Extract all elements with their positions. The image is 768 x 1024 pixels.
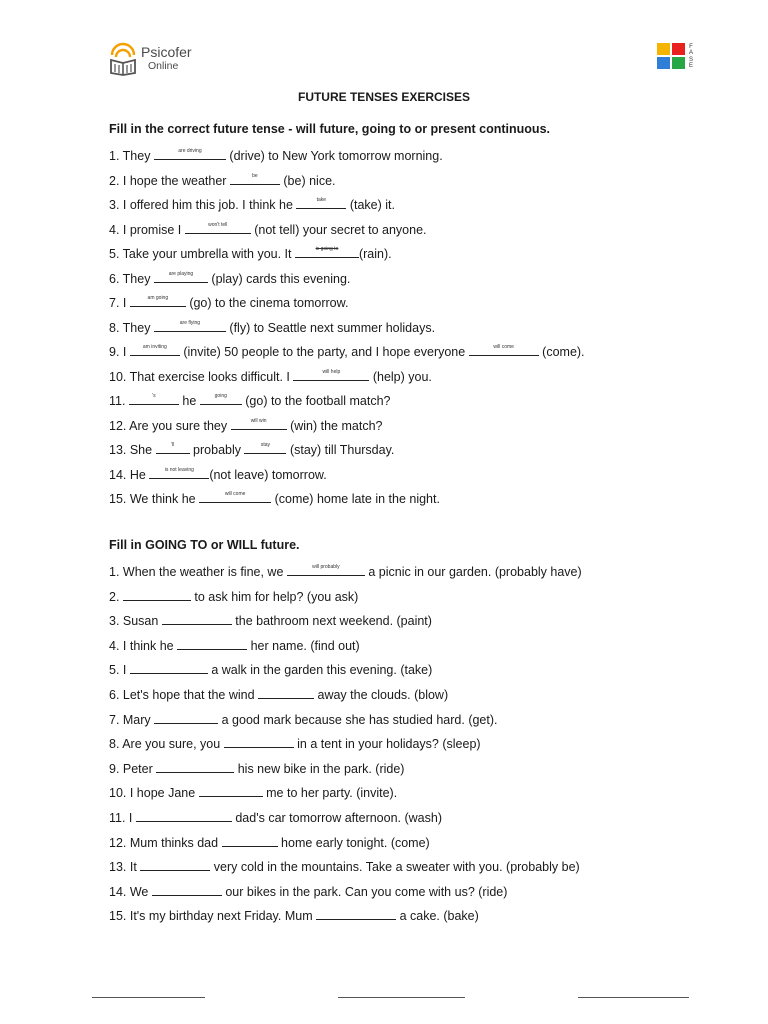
exercise-text: 4. I think he: [109, 638, 178, 653]
exercise-text: (go) to the cinema tomorrow.: [185, 296, 349, 310]
footer-line: [338, 997, 465, 998]
exercise-text: 2. I hope the weather: [109, 173, 230, 188]
answer-blank[interactable]: [287, 563, 365, 576]
exercise-text: probably: [189, 443, 245, 457]
exercise-text: 14. He: [109, 467, 150, 482]
section2-heading: Fill in GOING TO or WILL future.: [109, 538, 300, 552]
answer-blank[interactable]: [230, 172, 280, 185]
exercise-text: 6. Let's hope that the wind: [109, 688, 259, 702]
exercise-text: her name. (find out): [247, 638, 360, 653]
footer-line: [92, 997, 205, 998]
exercise-text: (help) you.: [369, 369, 432, 384]
handwritten-answer: will win: [250, 417, 267, 424]
handwritten-answer: be: [252, 172, 258, 179]
answer-blank[interactable]: [149, 466, 209, 479]
handwritten-answer: is not leaving: [164, 466, 194, 473]
answer-blank[interactable]: [295, 245, 359, 258]
exercise-text: his new bike in the park. (ride): [234, 761, 405, 776]
badge-square: [657, 43, 670, 55]
exercise-text: 7. I: [109, 296, 130, 310]
answer-blank[interactable]: [130, 661, 208, 674]
exercise-text: our bikes in the park. Can you come with us? (ride): [221, 884, 508, 899]
section2-item-6: [109, 686, 448, 703]
exercise-text: (fly) to Seattle next summer holidays.: [225, 320, 436, 335]
answer-blank[interactable]: [199, 490, 271, 503]
fase-letter: E: [688, 63, 693, 70]
exercise-text: 12. Mum thinks dad: [109, 835, 222, 850]
exercise-text: 13. It: [109, 860, 141, 875]
answer-blank[interactable]: [130, 294, 186, 307]
answer-blank[interactable]: [154, 711, 218, 724]
answer-blank[interactable]: [244, 441, 286, 454]
exercise-text: 5. Take your umbrella with you. It: [109, 247, 295, 261]
section2-item-2: [109, 588, 358, 605]
exercise-text: (be) nice.: [279, 173, 336, 188]
handwritten-answer: won't tell: [208, 221, 228, 228]
answer-blank[interactable]: [316, 907, 396, 920]
answer-blank[interactable]: [185, 221, 251, 234]
exercise-text: 10. I hope Jane: [109, 786, 199, 801]
handwritten-answer: will probably: [312, 564, 340, 570]
handwritten-answer: take: [316, 197, 327, 203]
answer-blank[interactable]: [200, 392, 242, 405]
page-title: FUTURE TENSES EXERCISES: [297, 90, 471, 104]
section1-item-13: [109, 441, 394, 458]
section2-item-14: [109, 883, 507, 900]
fase-letter: F: [689, 44, 693, 50]
section2-item-11: [109, 809, 442, 826]
exercise-text: a walk in the garden this evening. (take): [207, 663, 433, 678]
psicofer-logo: [108, 42, 228, 76]
section1-item-8: [109, 319, 435, 336]
answer-blank[interactable]: [152, 883, 222, 896]
exercise-text: 10. That exercise looks difficult. I: [109, 369, 294, 384]
section1-item-6: [109, 270, 350, 287]
handwritten-answer: 'll: [170, 442, 175, 448]
fase-label: [688, 44, 694, 70]
section1-item-3: [109, 196, 395, 213]
exercise-text: 3. Susan: [109, 614, 162, 629]
exercise-text: me to her party. (invite).: [262, 786, 398, 801]
section1-item-9: [109, 343, 585, 360]
exercise-text: (come).: [538, 345, 585, 359]
exercise-text: (drive) to New York tomorrow morning.: [225, 149, 443, 163]
exercise-text: very cold in the mountains. Take a sweater with you. (probably be): [210, 860, 580, 875]
exercise-text: home early tonight. (come): [277, 835, 430, 850]
exercise-text: (not tell) your secret to anyone.: [250, 222, 427, 237]
exercise-text: (come) home late in the night.: [271, 492, 440, 506]
section1-item-12: [109, 417, 382, 434]
logo-name: Psicofer: [141, 44, 192, 60]
exercise-text: 6. They: [109, 271, 154, 286]
answer-blank[interactable]: [296, 196, 346, 209]
exercise-text: 12. Are you sure they: [109, 418, 231, 433]
section1-item-5: [109, 245, 392, 262]
handwritten-answer: will come: [224, 491, 246, 497]
section2-item-8: [109, 735, 481, 752]
badge-square: [657, 57, 670, 69]
book-wifi-icon: [108, 42, 138, 76]
answer-blank[interactable]: [123, 588, 191, 601]
exercise-text: 2.: [109, 589, 123, 604]
section2-item-7: [109, 711, 498, 728]
section2-item-12: [109, 834, 430, 851]
section2-item-1: [109, 563, 582, 580]
section1-item-14: [109, 466, 327, 483]
exercise-text: dad's car tomorrow afternoon. (wash): [231, 811, 442, 825]
answer-blank[interactable]: [154, 319, 226, 332]
exercise-text: a cake. (bake): [396, 909, 479, 924]
answer-blank[interactable]: [140, 858, 210, 871]
exercise-text: (rain).: [358, 247, 392, 261]
badge-square: [672, 57, 685, 69]
section1-heading: Fill in the correct future tense - will future, going to or present continuous.: [109, 122, 550, 136]
answer-blank[interactable]: [156, 760, 234, 773]
answer-blank[interactable]: [129, 392, 179, 405]
section2-item-15: [109, 907, 479, 924]
handwritten-answer: am going: [147, 295, 169, 301]
exercise-text: 8. Are you sure, you: [109, 737, 224, 752]
section2-item-3: [109, 612, 432, 629]
exercise-text: (not leave) tomorrow.: [209, 467, 327, 482]
section2-item-13: [109, 858, 580, 875]
exercise-text: away the clouds. (blow): [314, 688, 449, 702]
exercise-text: 5. I: [109, 663, 130, 678]
section2-item-9: [109, 760, 404, 777]
answer-blank[interactable]: [222, 834, 278, 847]
exercise-text: a good mark because she has studied hard. (get).: [218, 712, 498, 727]
section2-item-5: [109, 661, 432, 678]
exercise-text: 1. They: [109, 149, 154, 163]
section2-item-10: [109, 784, 397, 801]
exercise-text: 14. We: [109, 884, 152, 899]
exercise-text: 15. We think he: [109, 492, 200, 506]
answer-blank[interactable]: [136, 809, 232, 822]
answer-blank[interactable]: [177, 637, 247, 650]
logo-subtitle: Online: [148, 60, 179, 72]
exercise-text: he: [178, 394, 200, 408]
answer-blank[interactable]: [469, 343, 539, 356]
exercise-text: (play) cards this evening.: [207, 271, 351, 286]
exercise-text: 11.: [109, 394, 129, 408]
exercise-text: to ask him for help? (you ask): [190, 589, 359, 604]
badge-square: [672, 43, 685, 55]
exercise-text: 15. It's my birthday next Friday. Mum: [109, 909, 317, 924]
handwritten-answer: are flying: [179, 319, 201, 326]
exercise-text: a picnic in our garden. (probably have): [364, 565, 582, 579]
exercise-text: 11. I: [109, 811, 136, 825]
section1-item-10: [109, 368, 432, 385]
handwritten-answer: will help: [322, 368, 341, 375]
exercise-text: 7. Mary: [109, 712, 155, 727]
answer-blank[interactable]: [293, 368, 369, 381]
answer-blank[interactable]: [162, 612, 232, 625]
fase-letter: A: [688, 50, 693, 57]
answer-blank[interactable]: [199, 784, 263, 797]
exercise-text: (go) to the football match?: [241, 394, 391, 408]
handwritten-answer: will come: [493, 344, 514, 350]
answer-blank[interactable]: [258, 686, 314, 699]
handwritten-answer: are driving: [178, 148, 202, 154]
handwritten-answer: 's: [152, 393, 156, 399]
answer-blank[interactable]: [156, 441, 190, 454]
exercise-text: (stay) till Thursday.: [286, 443, 395, 457]
answer-blank[interactable]: [231, 417, 287, 430]
exercise-text: (invite) 50 people to the party, and I hope everyone: [179, 345, 469, 359]
fase-letter: S: [688, 56, 693, 63]
exercise-text: (win) the match?: [286, 418, 383, 433]
handwritten-answer: am inviting: [142, 344, 167, 350]
exercise-text: 13. She: [109, 443, 156, 457]
section2-item-4: [109, 637, 360, 654]
answer-blank[interactable]: [224, 735, 294, 748]
section1-item-1: [109, 147, 443, 164]
exercise-text: 4. I promise I: [109, 222, 185, 237]
section1-item-15: [109, 490, 440, 507]
handwritten-answer: stay: [260, 442, 271, 448]
exercise-text: 9. I: [109, 345, 130, 359]
section1-item-7: [109, 294, 348, 311]
exercise-text: 9. Peter: [109, 761, 157, 776]
exercise-text: 1. When the weather is fine, we: [109, 565, 287, 579]
handwritten-answer: is going to: [315, 246, 339, 252]
footer-line: [578, 997, 689, 998]
exercise-text: 8. They: [109, 320, 154, 335]
handwritten-answer: are playing: [168, 270, 194, 277]
answer-blank[interactable]: [130, 343, 180, 356]
exercise-text: in a tent in your holidays? (sleep): [293, 737, 481, 752]
section1-item-11: [109, 392, 390, 409]
exercise-text: the bathroom next weekend. (paint): [231, 614, 432, 629]
section1-item-2: [109, 172, 336, 189]
handwritten-answer: going: [214, 393, 227, 399]
answer-blank[interactable]: [154, 147, 226, 160]
exercise-text: (take) it.: [346, 198, 395, 212]
answer-blank[interactable]: [154, 270, 208, 283]
exercise-text: 3. I offered him this job. I think he: [109, 198, 297, 212]
section1-item-4: [109, 221, 427, 238]
